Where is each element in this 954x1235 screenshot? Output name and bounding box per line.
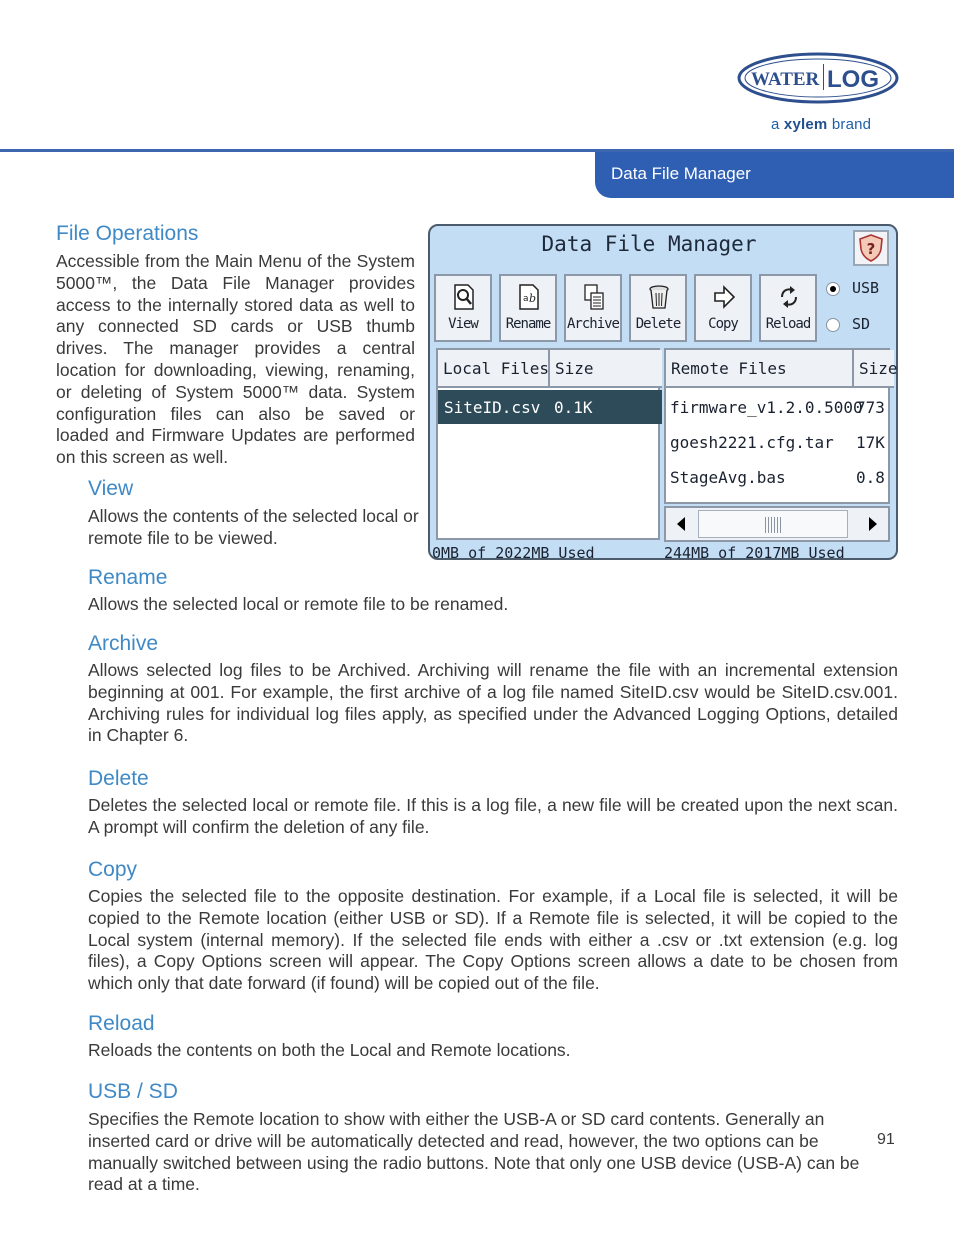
archive-button[interactable] <box>564 274 622 342</box>
local-size-header[interactable]: Size <box>550 350 662 388</box>
tagline-brand: xylem <box>783 116 828 133</box>
heading-copy: Copy <box>88 858 138 881</box>
rename-text: Allows the selected local or remote file to be renamed. <box>88 594 509 614</box>
local-files-header[interactable]: Local Files <box>438 350 550 388</box>
triangle-right-icon <box>867 516 879 532</box>
scroll-right-button[interactable] <box>858 508 888 540</box>
remote-size-header[interactable]: Size <box>854 350 894 388</box>
rename-doc-icon <box>518 284 540 310</box>
svg-text:b: b <box>529 292 537 305</box>
file-operations-text: Accessible from the Main Menu of the System 5000™, the Data File Manager provides access to the internally stored data as well to any connected SD cards or USB thumb drives. The manager provides a central location for downloading, viewing, renaming, or deleting of System 5000™ data. System configuration files can also be saved or loaded and Firmware Updates are performed on this screen as well. <box>56 251 415 468</box>
rename-button[interactable] <box>499 274 557 342</box>
local-usage: 0MB of 2022MB Used <box>432 544 595 562</box>
screen-title: Data File Manager <box>541 232 757 256</box>
reload-button[interactable] <box>759 274 817 342</box>
local-file-name: SiteID.csv <box>444 398 541 417</box>
shield-question-icon <box>858 234 884 262</box>
tagline-suffix: brand <box>831 116 872 133</box>
remote-file-size: 0.8 <box>856 468 885 487</box>
remote-file-row[interactable] <box>666 425 892 459</box>
heading-rename: Rename <box>88 566 168 589</box>
remote-horizontal-scrollbar[interactable] <box>664 506 890 542</box>
view-button[interactable] <box>434 274 492 342</box>
triangle-left-icon <box>675 516 687 532</box>
logo-water-text: WATER <box>751 69 820 90</box>
archive-text: Allows selected log files to be Archived. Archiving will rename the file with an incremental extension beginning at 001. For example, the first archive of a log file named SiteID.csv would be SiteID.csv.001. Archiving rules for individual log files apply, as specified under the Advanced Logging Options, detailed in Chapter 6. <box>88 660 898 746</box>
view-button-label: View <box>448 316 478 332</box>
data-file-manager-screenshot <box>428 224 898 560</box>
svg-text:a: a <box>523 294 529 304</box>
remote-file-name: firmware_v1.2.0.5000 <box>670 398 863 417</box>
heading-usb-sd: USB / SD <box>88 1080 178 1103</box>
heading-view: View <box>88 477 134 500</box>
remote-file-name: goesh2221.cfg.tar <box>670 433 834 452</box>
scroll-left-button[interactable] <box>666 508 696 540</box>
rename-button-label: Rename <box>505 316 551 332</box>
radio-sd-dot[interactable] <box>826 318 840 332</box>
delete-text: Deletes the selected local or remote file. If this is a log file, a new file will be created upon the next scan. A prompt will confirm the deletion of any file. <box>88 795 898 837</box>
tagline-prefix: a <box>771 116 780 133</box>
remote-files-pane[interactable] <box>664 348 898 504</box>
help-button[interactable] <box>853 230 889 266</box>
copy-button[interactable] <box>694 274 752 342</box>
remote-file-row[interactable] <box>666 460 892 494</box>
waterlog-logo <box>737 52 899 104</box>
trash-can-icon <box>648 284 670 310</box>
scroll-grip <box>765 517 783 533</box>
brand-tagline <box>771 116 871 133</box>
archive-docs-icon <box>583 284 605 310</box>
remote-file-row[interactable] <box>666 390 892 424</box>
copy-button-label: Copy <box>708 316 738 332</box>
scroll-thumb[interactable] <box>698 510 848 538</box>
heading-file-operations: File Operations <box>56 222 199 245</box>
magnifier-doc-icon <box>453 284 475 310</box>
local-files-pane[interactable] <box>436 348 660 540</box>
reload-text: Reloads the contents on both the Local and Remote locations. <box>88 1040 571 1060</box>
local-file-size: 0.1K <box>554 398 593 417</box>
remote-file-size: 17K <box>856 433 885 452</box>
arrow-right-icon <box>713 284 735 310</box>
banner-title: Data File Manager <box>611 164 751 183</box>
heading-reload: Reload <box>88 1012 155 1035</box>
section-banner <box>595 152 954 198</box>
radio-usb-dot[interactable] <box>826 282 840 296</box>
remote-files-header[interactable]: Remote Files <box>666 350 854 388</box>
reload-arrows-icon <box>778 284 800 310</box>
remote-file-size: 773 <box>856 398 885 417</box>
radio-sd[interactable] <box>826 314 896 336</box>
delete-button[interactable] <box>629 274 687 342</box>
radio-usb-label: USB <box>852 279 880 297</box>
radio-sd-label: SD <box>852 315 871 333</box>
remote-usage: 244MB of 2017MB Used <box>664 544 845 562</box>
remote-file-name: StageAvg.bas <box>670 468 786 487</box>
heading-delete: Delete <box>88 767 149 790</box>
page-number: 91 <box>877 1131 895 1148</box>
archive-button-label: Archive <box>566 316 619 332</box>
delete-button-label: Delete <box>635 316 681 332</box>
local-file-row[interactable] <box>438 390 662 424</box>
view-text: Allows the contents of the selected local or remote file to be viewed. <box>88 506 419 548</box>
logo-log-text: LOG <box>827 66 879 93</box>
svg-text:?: ? <box>866 240 876 258</box>
heading-archive: Archive <box>88 632 159 655</box>
copy-text: Copies the selected file to the opposite destination. For example, if a Local file is selected, it will be copied to the Remote location (either USB or SD). If a Remote file is selected, it will be copied to the Local system (internal memory). If the selected file ends with either a .csv or .txt extension (e.g. log files), a Copy Options screen will appear. The Copy Options screen allows a date to be chosen from which only that date forward (if found) will be copied out of the file. <box>88 886 898 994</box>
radio-usb[interactable] <box>826 278 896 300</box>
reload-button-label: Reload <box>765 316 811 332</box>
usb-sd-text: Specifies the Remote location to show with either the USB-A or SD card contents. Generally an inserted card or drive will be automatically detected and read, however, the two options can be manually switched between using the radio buttons. Note that only one USB device (USB-A) can be read at a time. <box>88 1109 860 1195</box>
